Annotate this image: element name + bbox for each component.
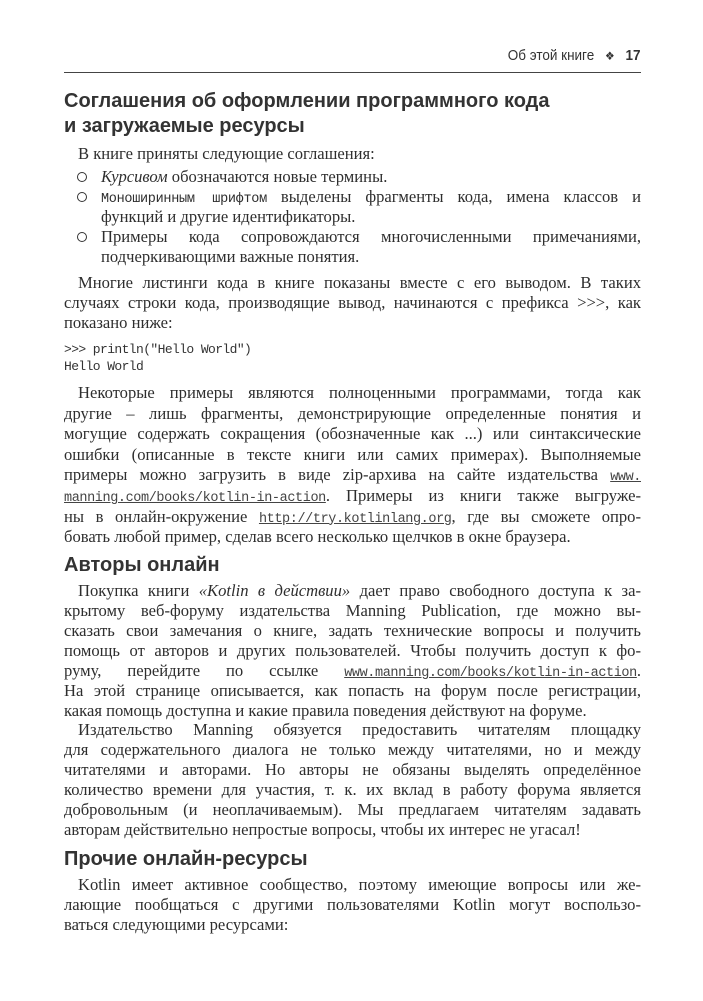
heading-line: Соглашения об оформлении программного кода <box>64 90 550 112</box>
text: Kotlin имеет активное сообщество, поэтому имеющие вопросы или же- <box>78 875 641 894</box>
text: случаях строки кода, производящие вывод, начинаются с префикса >>>, как <box>64 293 641 312</box>
text: авторам действительно непростые вопросы, чтобы их интерес не угасал! <box>64 820 581 839</box>
text: ны в онлайн-окружение <box>64 506 259 526</box>
italic-text: Курсивом <box>101 167 168 186</box>
code-listing <box>64 341 641 375</box>
circle-bullet-icon <box>77 232 87 242</box>
intro-text <box>64 144 641 164</box>
text: , где вы сможете опро- <box>451 506 641 526</box>
text: показано ниже: <box>64 313 173 332</box>
text: выделены фрагменты кода, имена классов и <box>266 187 641 206</box>
text-line <box>64 527 641 548</box>
text-line <box>64 915 641 935</box>
link[interactable]: manning.com/books/kotlin-in-action <box>64 490 326 506</box>
circle-bullet-icon <box>77 172 87 182</box>
text: для содержательного диалога не только между читателями, но и между <box>64 740 641 759</box>
text-line <box>64 581 641 601</box>
diamond-ornament-icon: ❖ <box>605 48 616 63</box>
text: Покупка книги <box>78 581 199 600</box>
section-heading-conventions <box>64 89 641 139</box>
text-line <box>101 167 641 187</box>
text-line <box>64 507 641 528</box>
link[interactable]: www.manning.com/books/kotlin-in-action <box>344 666 637 681</box>
text: лающие пообщаться с другими пользователями Kotlin могут воспользо- <box>64 895 641 914</box>
text-line <box>101 207 641 227</box>
text: На этой странице описывается, как попасть на форум после регистрации, <box>64 681 641 700</box>
text: Издательство Manning обязуется предоставить читателям площадку <box>78 720 641 739</box>
paragraph <box>64 581 641 721</box>
link[interactable]: www. <box>610 470 641 486</box>
text-line <box>64 424 641 445</box>
text-line <box>64 465 641 486</box>
text: крытому веб-форуму издательства Manning Publication, где можно вы- <box>64 601 641 620</box>
text-line <box>64 445 641 466</box>
code-line: Hello World <box>64 359 144 374</box>
paragraph <box>64 383 641 548</box>
text: руму, перейдите по ссылке <box>64 661 345 680</box>
section-title: Об этой книге <box>508 47 595 64</box>
conventions-list <box>64 167 641 267</box>
text-line <box>64 875 641 895</box>
text: Многие листинги кода в книге показаны вместе с его выводом. В таких <box>78 273 641 292</box>
paragraph <box>64 720 641 840</box>
text: количество времени для участия, т. к. их вклад в работу форума является <box>64 780 641 799</box>
text: могущие содержать сокращения (обозначенные как ...) или синтаксические <box>64 424 641 444</box>
text: бовать любой пример, сделав всего несколько щелчков в окне браузера. <box>64 527 571 547</box>
code-line: >>> println("Hello World") <box>64 342 252 357</box>
text-line <box>64 661 641 681</box>
text: какая помощь доступна и какие правила поведения действуют на форуме. <box>64 701 587 720</box>
list-item <box>64 167 641 187</box>
text: помощь от авторов и других пользователей. Чтобы получить доступ к фо- <box>64 641 641 660</box>
text: . <box>636 661 641 680</box>
text: примеры можно загрузить в виде zip-архива на сайте издательства <box>64 465 611 485</box>
text: функций и другие идентификаторы. <box>101 207 356 226</box>
text-line <box>64 486 641 507</box>
text-line <box>64 621 641 641</box>
text: сказать свои замечания о книге, задать технические вопросы и получить <box>64 621 641 640</box>
text: другие – лишь фрагменты, демонстрирующие определенные понятия и <box>64 403 641 423</box>
text-line <box>101 247 641 267</box>
list-item <box>64 227 641 267</box>
running-header <box>508 47 641 64</box>
text-line <box>64 641 641 661</box>
text-line <box>64 800 641 820</box>
text-line <box>64 760 641 780</box>
text-line <box>64 895 641 915</box>
text: Примеры кода сопровождаются многочисленными примечаниями, <box>101 227 641 246</box>
text-line <box>64 293 641 313</box>
header-rule <box>64 72 641 73</box>
text: читателями и авторами. Но авторы не обязаны выделять определённое <box>64 760 641 779</box>
text-line <box>64 780 641 800</box>
text: обозначаются новые термины. <box>167 167 388 186</box>
link[interactable]: http://try.kotlinlang.org <box>258 511 452 527</box>
heading-line: Прочие онлайн-ресурсы <box>64 848 308 870</box>
text: добровольным (и неоплачиваемым). Мы предлагаем читателям задавать <box>64 800 641 819</box>
text-line <box>101 187 641 207</box>
text-line <box>64 681 641 701</box>
text-line: В книге приняты следующие соглашения: <box>78 144 375 163</box>
text-line <box>64 313 641 333</box>
text: ваться следующими ресурсами: <box>64 915 289 934</box>
text-line <box>64 820 641 840</box>
paragraph <box>64 273 641 333</box>
text: дает право свободного доступа к за- <box>350 581 641 600</box>
text-line <box>64 383 641 404</box>
italic-text: «Kotlin в действии» <box>198 581 351 600</box>
text-line <box>64 701 641 721</box>
circle-bullet-icon <box>77 192 87 202</box>
heading-line: и загружаемые ресурсы <box>64 115 305 137</box>
text-line <box>64 273 641 293</box>
text: подчеркивающими важные понятия. <box>101 247 360 266</box>
page-number: 17 <box>625 47 641 64</box>
text-line <box>64 740 641 760</box>
text-line <box>64 601 641 621</box>
heading-line: Авторы онлайн <box>64 554 220 576</box>
text: . Примеры из книги также выгруже- <box>325 485 641 505</box>
text-line <box>64 404 641 425</box>
text-line <box>64 720 641 740</box>
paragraph <box>64 875 641 935</box>
section-heading-other-resources <box>64 847 641 872</box>
text-line <box>101 227 641 247</box>
text: ошибки (описанные в тексте книги или самих примерах). Выполняемые <box>64 444 641 464</box>
text: Некоторые примеры являются полноценными программами, тогда как <box>78 383 641 402</box>
monospace-text: Моноширинным шрифтом <box>101 192 267 207</box>
section-heading-authors-online <box>64 553 641 578</box>
list-item <box>64 187 641 227</box>
